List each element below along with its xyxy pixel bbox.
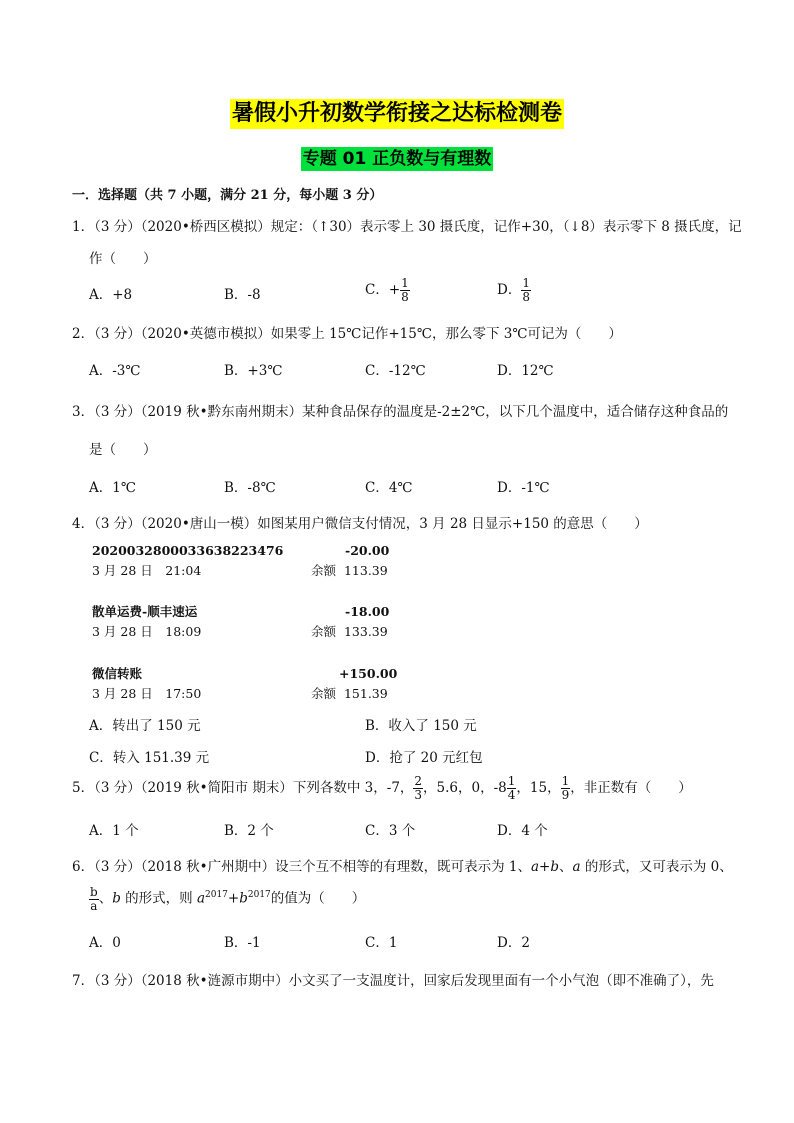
q1-option-d-fraction: $\frac{1}{8}$ <box>522 276 530 304</box>
q4-option-d: D．抢了 20 元红包 <box>365 750 483 766</box>
record-title: 2020032800033638223476 <box>92 543 284 558</box>
q3-option-d: D．-1℃ <box>497 480 550 496</box>
question-5-text: 5．（3 分）（2019 秋•简阳市 期末）下列各数中 3，-7， $\frac{2}{3}$ ，5.6，0，-8 $\frac{1}{4}$ ，15， $\frac{1}{9}$ ，非正数有（ ） <box>72 774 692 802</box>
q3-option-c: C．4℃ <box>365 480 413 496</box>
q2-option-b: B．+3℃ <box>224 363 283 379</box>
record-date: 3 月 28 日 21:04 <box>92 563 202 578</box>
q1-option-c <box>365 277 410 304</box>
question-2-text: 2．（3 分）（2020•英德市模拟）如果零上 15℃记作+15℃，那么零下 3℃可记为（ ） <box>72 326 622 342</box>
q2-option-c: C．-12℃ <box>365 363 426 379</box>
balance-value: 113.39 <box>343 563 388 578</box>
q1-option-b: B．-8 <box>224 287 261 303</box>
q1-option-a: A．+8 <box>89 287 133 303</box>
q4-option-c: C．转入 151.39 元 <box>89 750 210 766</box>
q5-option-c: C．3 个 <box>365 823 416 839</box>
record-amount: +150.00 <box>339 666 398 681</box>
page-subtitle: 专题 01 正负数与有理数 <box>302 149 492 169</box>
question-3-text: 3．（3 分）（2019 秋•黔东南州期末）某种食品保存的温度是-2±2℃，以下几个温度中，适合储存这种食品的 <box>72 404 729 420</box>
q3-option-a: A．1℃ <box>89 480 136 496</box>
record-balance <box>311 623 388 641</box>
question-1-text-cont: 作（ ） <box>89 251 157 267</box>
q5-fraction-1-9: $\frac{1}{9}$ <box>561 774 570 802</box>
record-date: 3 月 28 日 18:09 <box>92 624 202 639</box>
balance-label: 余额 <box>311 624 337 639</box>
q5-option-a: A．1 个 <box>89 823 139 839</box>
q4-option-b: B．收入了 150 元 <box>365 718 477 734</box>
q2-option-d: D．12℃ <box>497 363 554 379</box>
question-6-text: 6．（3 分）（2018 秋•广州期中）设三个互不相等的有理数，既可表示为 1、a+b、a 的形式，又可表示为 0、 <box>72 859 733 875</box>
balance-label: 余额 <box>311 563 337 578</box>
question-3-text-cont: 是（ ） <box>89 442 157 458</box>
q5-fraction-1-4: $\frac{1}{4}$ <box>507 774 516 802</box>
q1-option-d-label: D． <box>497 282 522 298</box>
record-title: 散单运费-顺丰速运 <box>92 604 198 619</box>
page-title: 暑假小升初数学衔接之达标检测卷 <box>230 99 564 129</box>
q6-option-c: C．1 <box>365 935 398 951</box>
record-title: 微信转账 <box>92 666 143 681</box>
q6-fraction-b-a: $\frac{b}{a}$ <box>90 884 98 913</box>
q4-option-a: A．转出了 150 元 <box>89 718 201 734</box>
q6-option-d: D．2 <box>497 935 530 951</box>
record-balance <box>311 685 388 703</box>
q6-option-a: A．0 <box>89 935 121 951</box>
record-amount: -18.00 <box>345 604 390 619</box>
q5-fraction-2-3: $\frac{2}{3}$ <box>414 774 423 802</box>
q1-option-c-label: C．+ <box>365 282 401 298</box>
subtitle-container <box>0 147 794 171</box>
q1-option-c-fraction: $\frac{1}{8}$ <box>401 276 409 304</box>
section-heading: 一．选择题（共 7 小题，满分 21 分，每小题 3 分） <box>72 188 383 203</box>
q6-option-b: B．-1 <box>224 935 261 951</box>
question-6-text-cont: $\frac{b}{a}$ 、b 的形式，则 $a^{2017}+b^{2017}$的值为（ ） <box>90 884 366 913</box>
balance-value: 133.39 <box>343 624 388 639</box>
record-balance <box>311 562 388 580</box>
q5-option-b: B．2 个 <box>224 823 274 839</box>
balance-value: 151.39 <box>343 686 388 701</box>
record-date: 3 月 28 日 17:50 <box>92 686 202 701</box>
title-container <box>0 99 794 129</box>
q2-option-a: A．-3℃ <box>89 363 141 379</box>
q1-option-d <box>497 277 531 304</box>
balance-label: 余额 <box>311 686 337 701</box>
q5-option-d: D．4 个 <box>497 823 548 839</box>
question-7-text: 7．（3 分）（2018 秋•涟源市期中）小文买了一支温度计，回家后发现里面有一个小气泡（即不准确了），先 <box>72 973 714 989</box>
question-1-text: 1．（3 分）（2020•桥西区模拟）规定：（↑30）表示零上 30 摄氏度，记作+30，（↓8）表示零下 8 摄氏度，记 <box>72 219 742 235</box>
q3-option-b: B．-8℃ <box>224 480 276 496</box>
record-amount: -20.00 <box>345 543 390 558</box>
question-4-text: 4．（3 分）（2020•唐山一模）如图某用户微信支付情况，3 月 28 日显示+150 的意思（ ） <box>72 516 648 532</box>
